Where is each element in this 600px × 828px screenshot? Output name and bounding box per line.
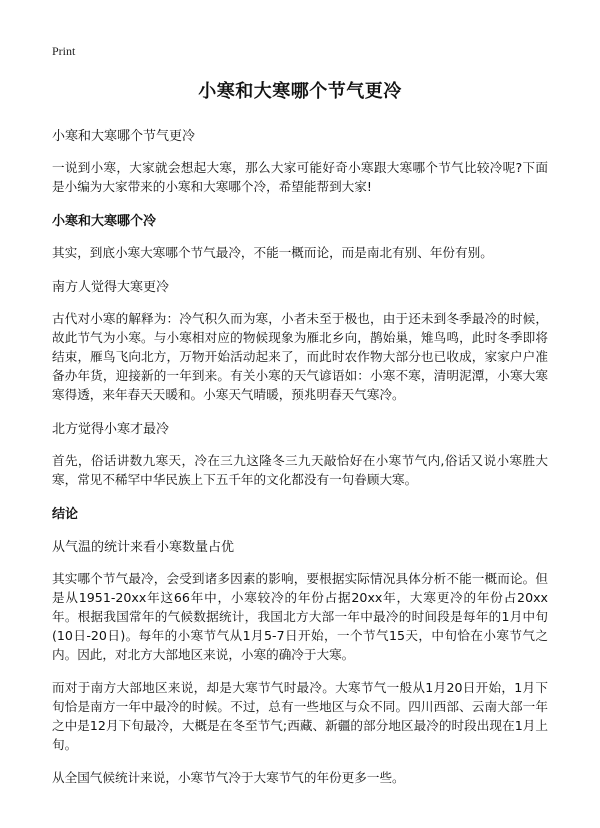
stats-paragraph-2: 而对于南方大部地区来说，却是大寒节气时最冷。大寒节气一般从1月20日开始，1月下旬恰是南方一年中最冷的时候。不过，总有一些地区与众不同。四川西部、云南大部一年之中是12月下旬最冷，大概是在冬至节气;西藏、新疆的部分地区最冷的时段出现在1月上旬。 — [52, 680, 548, 752]
section1-paragraph: 其实，到底小寒大寒哪个节气最冷，不能一概而论，而是南北有别、年份有别。 — [52, 245, 493, 260]
page-title: 小寒和大寒哪个节气更冷 — [198, 81, 402, 102]
stats-heading: 从气温的统计来看小寒数量占优 — [52, 540, 235, 555]
north-paragraph: 首先，俗话讲数九寒天，冷在三九这隆冬三九天敲恰好在小寒节气内,俗话又说小寒胜大寒，常见不稀罕中华民族上下五千年的文化都没有一句眷顾大寒。 — [52, 453, 548, 487]
intro-paragraph: 一说到小寒，大家就会想起大寒，那么大家可能好奇小寒跟大寒哪个节气比较冷呢?下面是小编为大家带来的小寒和大寒哪个冷，希望能帮到大家! — [52, 160, 548, 194]
north-heading: 北方觉得小寒才最冷 — [52, 422, 170, 437]
stats-paragraph-1: 其实哪个节气最冷，会受到诸多因素的影响，要根据实际情况具体分析不能一概而论。但是从1951-20xx年这66年中，小寒较冷的年份占据20xx年，大寒更冷的年份占20xx年。根据我国常年的气候数据统计，我国北方大部一年中最冷的时间段是每年的1月中旬(10日-20日)。每年的小寒节气从1月5-7日开始，一个节气15天，中旬恰在小寒节气之内。因此，对北方大部地区来说，小寒的确冷于大寒。 — [52, 571, 548, 662]
south-paragraph: 古代对小寒的解释为：冷气积久而为寒，小者未至于极也，由于还未到冬季最冷的时候，故此节气为小寒。与小寒相对应的物候现象为雁北乡向，鹊始巢，雉鸟鸣，此时冬季即将结束，雁鸟飞向北方，万物开始活动起来了，而此时农作物大部分也已收成，家家户户准备办年货，迎接新的一年到来。有关小寒的天气谚语如：小寒不寒，清明泥潭，小寒大寒寒得透，来年春天天暖和。小寒天气晴暖，预兆明春天气寒冷。 — [52, 311, 548, 402]
print-link[interactable]: Print — [52, 44, 76, 58]
conclusion-heading: 结论 — [52, 507, 79, 522]
south-heading: 南方人觉得大寒更冷 — [52, 280, 170, 295]
article-subtitle: 小寒和大寒哪个节气更冷 — [52, 129, 196, 144]
final-paragraph: 从全国气候统计来说，小寒节气冷于大寒节气的年份更多一些。 — [52, 770, 405, 785]
section-heading-which-colder: 小寒和大寒哪个冷 — [52, 214, 157, 229]
